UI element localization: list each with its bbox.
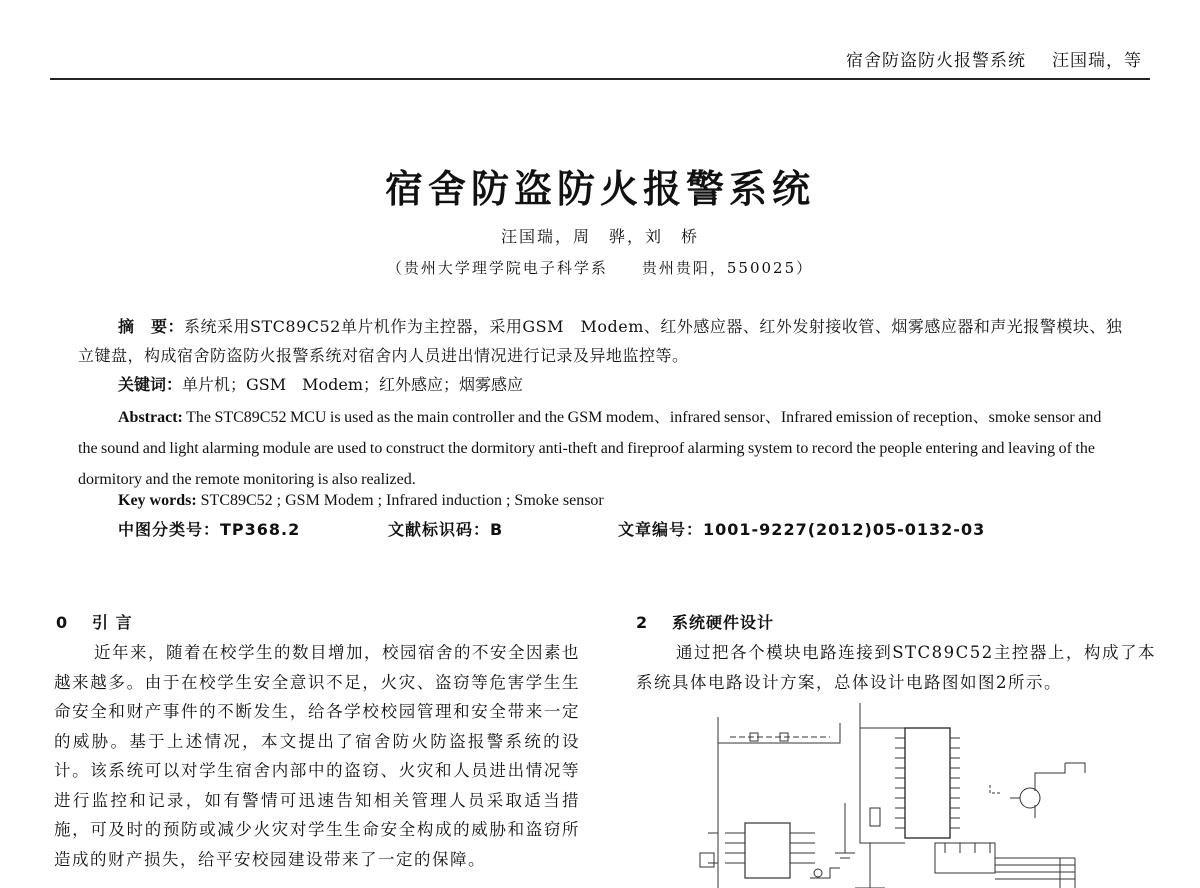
clc-number: 中图分类号：TP368.2 (118, 520, 301, 539)
section-0-heading (56, 610, 133, 633)
keywords-zh-text: 单片机；GSM Modem；红外感应；烟雾感应 (182, 375, 524, 394)
section-2-number: 2 (636, 613, 649, 632)
abstract-en-text: The STC89C52 MCU is used as the main controller and the GSM modem、infrared sensor、Infrared emission of reception、smoke sensor and the sound and light alarming module are used to construct the dormitory anti-theft and fireproof alarming system to record the people entering and leaving of the dormitory and the remote monitoring is also realized. (78, 409, 1102, 488)
abstract-en-label: Abstract: (118, 409, 183, 426)
abstract-zh (78, 312, 1123, 370)
section-0-body: 近年来，随着在校学生的数目增加，校园宿舍的不安全因素也越来越多。由于在校学生安全意识不足，火灾、盗窃等危害学生生命安全和财产事件的不断发生，给各学校校园管理和安全带来一定的威胁。基于上述情况，本文提出了宿舍防火防盗报警系统的设计。该系统可以对学生宿舍内部中的盗窃、火灾和人员进出情况等进行监控和记录，如有警情可迅速告知相关管理人员采取适当措施，可及时的预防或减少火灾对学生生命安全构成的威胁和盗窃所造成的财产损失，给平安校园建设带来了一定的保障。 (54, 643, 580, 869)
running-header-authors: 汪国瑞，等 (1052, 51, 1142, 71)
keywords-zh (118, 370, 1163, 399)
article-number: 文章编号：1001-9227(2012)05-0132-03 (618, 520, 986, 539)
abstract-en (78, 402, 1123, 495)
section-2-title: 系统硬件设计 (672, 613, 775, 632)
section-2-body: 通过把各个模块电路连接到STC89C52主控器上，构成了本系统具体电路设计方案，总体设计电路图如图2所示。 (636, 643, 1156, 692)
document-code: 文献标识码：B (388, 520, 504, 539)
section-0-title: 引 言 (92, 613, 133, 632)
abstract-zh-text: 系统采用STC89C52单片机作为主控器，采用GSM Modem、红外感应器、红外发射接收管、烟雾感应器和声光报警模块、独立键盘，构成宿舍防盗防火报警系统对宿舍内人员进出情况进行记录及异地监控等。 (78, 317, 1123, 365)
running-header (846, 46, 1142, 71)
running-header-title: 宿舍防盗防火报警系统 (846, 51, 1026, 71)
keywords-zh-label: 关键词： (118, 375, 183, 394)
circuit-diagram-icon (690, 703, 1110, 888)
article-title: 宿舍防盗防火报警系统 (384, 166, 815, 211)
abstract-zh-label: 摘 要： (118, 317, 185, 336)
keywords-en (118, 486, 1163, 515)
keywords-en-text: STC89C52 ; GSM Modem ; Infrared induction ; Smoke sensor (196, 492, 604, 509)
section-0-number: 0 (56, 613, 69, 632)
classification-row (118, 517, 985, 540)
article-affiliation: （贵州大学理学院电子科学系 贵州贵阳，550025） (386, 259, 814, 277)
keywords-en-label: Key words: (118, 492, 197, 509)
article-authors: 汪国瑞，周 骅，刘 桥 (500, 227, 699, 246)
header-rule (50, 78, 1150, 80)
section-2-heading (636, 610, 774, 633)
